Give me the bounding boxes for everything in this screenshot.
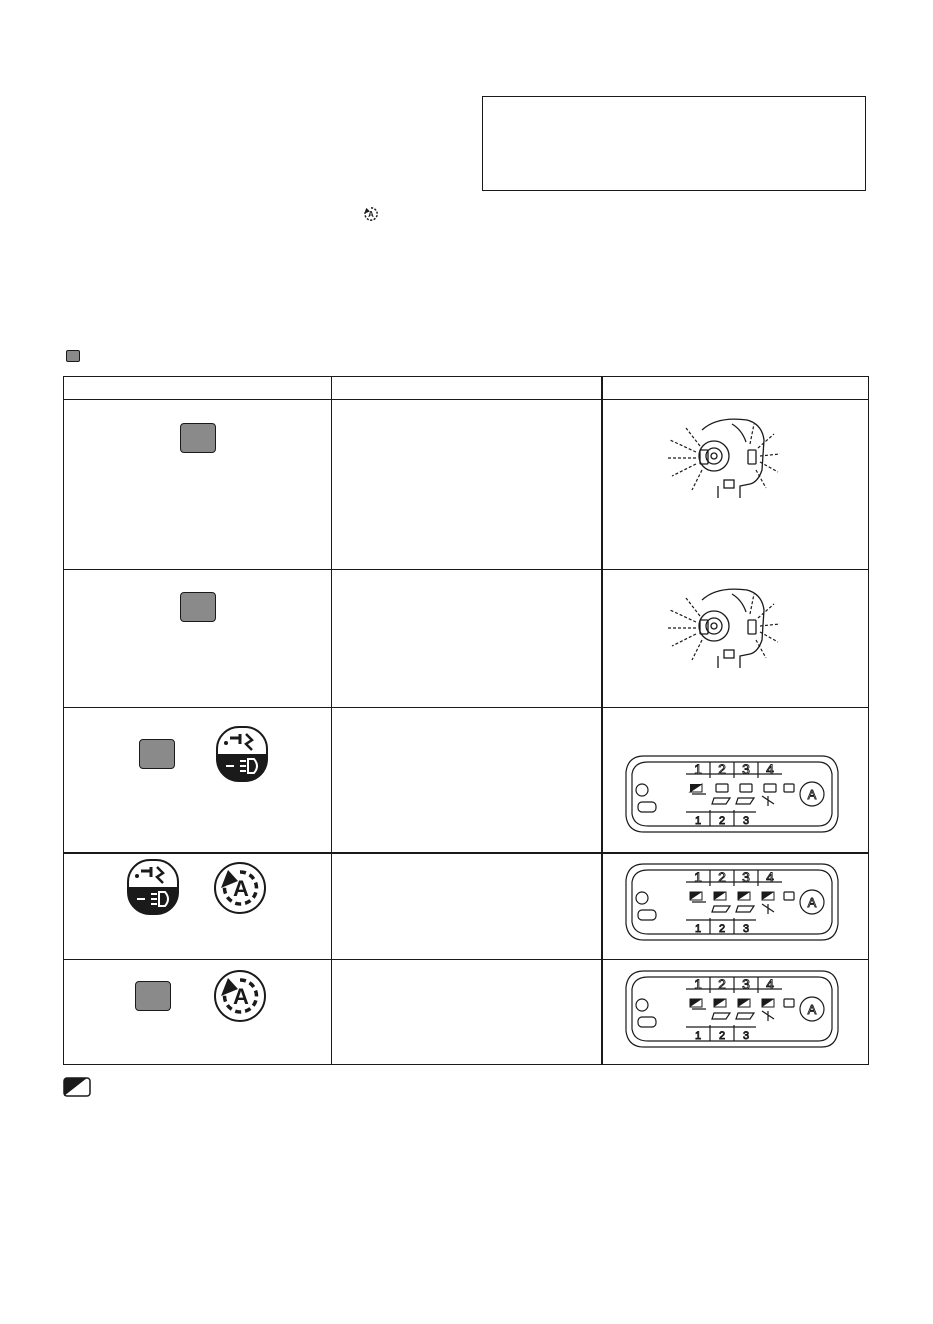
svg-text:A: A [807, 787, 817, 802]
svg-text:A: A [807, 1002, 817, 1017]
gray-button-icon [135, 981, 171, 1011]
svg-text:1: 1 [694, 815, 702, 827]
mode-light-button-icon [216, 726, 268, 782]
led-panel-icon [622, 967, 842, 1051]
svg-text:3: 3 [742, 815, 750, 827]
auto-mode-icon [362, 205, 380, 223]
gray-button-icon [180, 592, 216, 622]
tool-light-flashing-icon [662, 410, 782, 500]
mode-light-button-icon [127, 859, 179, 915]
svg-text:4: 4 [766, 761, 774, 777]
svg-text:A: A [807, 895, 817, 910]
table-column-divider [331, 376, 332, 1065]
svg-text:3: 3 [742, 923, 750, 935]
svg-text:2: 2 [718, 923, 726, 935]
table-row-divider [63, 707, 869, 708]
svg-text:3: 3 [742, 761, 750, 777]
svg-text:4: 4 [766, 976, 774, 992]
gray-button-icon [139, 739, 175, 769]
svg-text:2: 2 [718, 761, 726, 777]
table-row-divider [63, 569, 869, 570]
svg-text:2: 2 [718, 976, 726, 992]
svg-text:1: 1 [694, 923, 702, 935]
led-panel-icon [622, 860, 842, 944]
svg-text:A: A [368, 209, 374, 219]
table-column-divider [601, 376, 603, 1065]
auto-mode-icon [214, 862, 266, 914]
led-panel-icon [622, 752, 842, 836]
svg-text:3: 3 [742, 869, 750, 885]
svg-text:3: 3 [742, 1030, 750, 1042]
svg-text:2: 2 [718, 869, 726, 885]
svg-text:A: A [233, 984, 249, 1009]
tool-light-flashing-icon [662, 580, 782, 670]
half-filled-led-icon [63, 1077, 91, 1097]
auto-mode-icon [214, 970, 266, 1022]
svg-text:1: 1 [694, 976, 702, 992]
table-row-divider [63, 852, 869, 854]
svg-text:1: 1 [694, 761, 702, 777]
table-row-divider [63, 959, 869, 960]
svg-text:4: 4 [766, 869, 774, 885]
svg-text:A: A [233, 876, 249, 901]
svg-text:2: 2 [718, 1030, 726, 1042]
svg-text:2: 2 [718, 815, 726, 827]
legend-gray-button-icon [66, 350, 80, 362]
svg-text:3: 3 [742, 976, 750, 992]
note-box [482, 96, 866, 191]
svg-text:1: 1 [694, 1030, 702, 1042]
svg-text:1: 1 [694, 869, 702, 885]
table-header-divider [63, 399, 869, 400]
gray-button-icon [180, 423, 216, 453]
